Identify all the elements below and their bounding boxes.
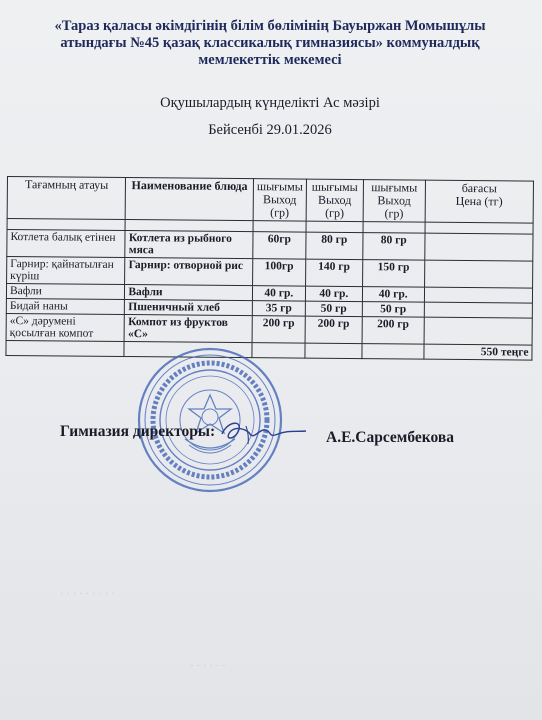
table-header-row — [7, 177, 533, 224]
output-1: 60гр — [253, 232, 306, 259]
price-cell — [425, 233, 533, 261]
header-name-kz: Тағамның атауы — [7, 177, 126, 220]
header-output-2 — [306, 179, 363, 221]
output-1: 40 гр. — [252, 286, 305, 301]
dish-name-ru: Вафли — [125, 285, 253, 301]
output-2: 40 гр. — [305, 286, 362, 301]
signature-block — [60, 420, 520, 460]
output-1: 100гр — [252, 259, 305, 286]
dish-name-kz: «С» дәрумені қосылған компот — [6, 313, 125, 341]
price-cell — [424, 302, 532, 318]
output-2: 140 гр — [305, 259, 362, 286]
dish-name-kz: Бидай наны — [6, 298, 125, 314]
dish-name-ru: Пшеничный хлеб — [125, 300, 253, 316]
dish-name-kz: Котлета балық етінен — [7, 230, 126, 258]
org-line-2: атындағы №45 қазақ классикалық гимназиясы» коммуналдық — [60, 35, 480, 51]
output-3: 40 гр. — [362, 287, 424, 303]
header-price-ru: Цена (тг) — [455, 193, 503, 209]
menu-table — [5, 176, 534, 361]
price-cell — [424, 287, 532, 303]
output-1: 35 гр — [252, 301, 305, 316]
bleed-through-text: · · · · · · · · · — [60, 588, 115, 600]
menu-title: Оқушылардың күнделікті Ас мәзірі — [160, 95, 380, 111]
header-output-1 — [253, 179, 306, 221]
output-3: 80 гр — [363, 233, 425, 261]
dish-name-kz: Вафли — [6, 284, 125, 300]
dish-name-kz: Гарнир: қайнатылған күріш — [7, 257, 126, 285]
output-3: 200 гр — [362, 317, 424, 345]
header-output-3 — [363, 180, 425, 223]
output-2: 80 гр — [306, 232, 363, 259]
output-2: 200 гр — [305, 316, 362, 343]
price-cell — [424, 317, 532, 345]
header-price-kz: бағасы — [461, 180, 497, 196]
header-output-2-ru: Выход (гр) — [317, 192, 352, 220]
handwritten-signature-icon — [218, 416, 308, 446]
dish-name-ru: Гарнир: отворной рис — [125, 258, 253, 286]
document-header — [30, 18, 510, 139]
dish-name-ru: Котлета из рыбного мяса — [125, 231, 253, 259]
dish-name-ru: Компот из фруктов «С» — [124, 315, 252, 343]
menu-date: Бейсенбі 29.01.2026 — [208, 122, 332, 138]
header-output-3-ru: Выход (гр) — [377, 193, 411, 221]
bleed-through-text: · · · · · · — [190, 660, 226, 672]
org-line-1: «Тараз қаласы әкімдігінің білім бөлімінің Бауыржан Момышұлы — [54, 18, 486, 34]
header-name-ru: Наименование блюда — [126, 178, 254, 221]
header-output-2-kz: шығымы — [311, 179, 358, 195]
header-price — [425, 180, 534, 223]
output-1: 200 гр — [252, 316, 305, 343]
output-3: 50 гр — [362, 302, 424, 318]
org-line-3: мемлекеттік мекемесі — [198, 52, 342, 68]
organization-name — [30, 18, 510, 69]
header-output-3-kz: шығымы — [371, 180, 418, 195]
header-output-1-ru: Выход (гр) — [262, 192, 297, 220]
signature-label: Гимназия директоры: — [60, 423, 216, 440]
output-3: 150 гр — [362, 260, 424, 288]
output-2: 50 гр — [305, 301, 362, 316]
director-name: А.Е.Сарсембекова — [326, 429, 454, 446]
header-output-1-kz: шығымы — [256, 179, 303, 194]
total-price: 550 теңге — [424, 344, 532, 360]
price-cell — [424, 260, 532, 288]
